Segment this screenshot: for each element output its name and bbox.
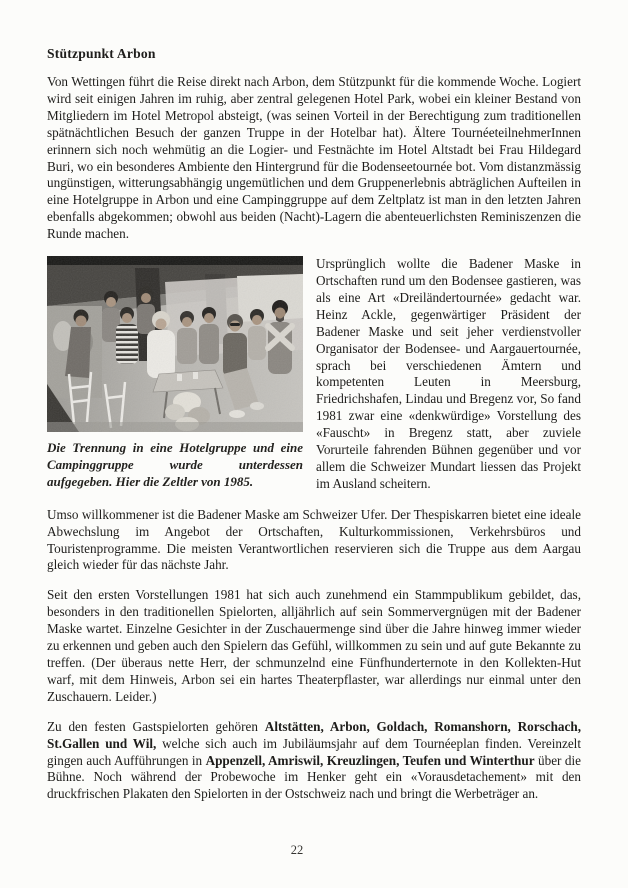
paragraph-stammpublikum: Seit den ersten Vorstellungen 1981 hat sich auch zunehmend ein Stammpublikum gebildet, das, besonders in den traditionellen Spielorten, alljährlich auf sein Sommervergnügen mit der Badener Maske wartet. Einzelne Gesichter in der Zuschauermenge sind über die Jahre hinweg immer wieder zu erkennen und geben auch den Spielern das Gefühl, willkommen zu sein und auf gute Bekannte zu treffen. (Der überaus nette Herr, der schmunzelnd eine Fünfhunderternote in den Kollekten-Hut warf, mit dem Hinweis, Arbon sei ein hartes Theaterpflaster, war allerdings nur einmal unter den Zuschauern. Leider.) [47, 587, 581, 704]
page-content [47, 46, 581, 816]
page-number: 22 [290, 843, 304, 857]
photo-and-column-row [47, 256, 581, 493]
paragraph-badener-maske: Ursprünglich wollte die Badener Maske in Ortschaften rund um den Bodensee gastieren, was als eine Art «Dreiländertournée» gedacht war. Heinz Ackle, gegenwärtiger Präsident der Badener Maske und seit jeher verdienstvoller Organisator der Bodensee- und Aargauertournée, sprach bei verschiedenen Ämtern und kompetenten Leuten in Meersburg, Friedrichshafen, Lindau und Bregenz vor, So fand 1981 zwar eine «denkwürdige» Vorstellung des «Fauscht» in Bregenz statt, aber zuviele Vorurteile fahrenden Bühnen gegenüber und vor allem die Schweizer Mundart liessen das Projekt im Ausland scheitern. [316, 256, 581, 491]
section-heading: Stützpunkt Arbon [47, 46, 156, 61]
gastspielorte-text-2: welche sich auch im Jubiläumsjahr auf dem Tournéeplan finden. Vereinzelt gingen auch Aufführungen in [47, 735, 581, 768]
gastspielorte-text-1: Zu den festen Gastspielorten gehören [47, 718, 265, 734]
paragraph-gastspielorte [47, 719, 581, 804]
gastspielorte-text-3: über die Bühne. Noch während der Probewoche im Henker geht ein «Vorausdetachement» mit den druckfrischen Plakaten den Spielorten in der Ostschweiz nach und bringt die Werbeträger an. [47, 752, 581, 802]
gastspielorte-bold-cities-2: Appenzell, Amriswil, Kreuzlingen, Teufen und Winterthur [205, 752, 535, 768]
paragraph-schweizer-ufer: Umso willkommener ist die Badener Maske am Schweizer Ufer. Der Thespiskarren bietet eine ideale Abwechslung im Angebot der Ortschaften, Kulturkommissionen, Verkehrsbüros und Touristenprogramme. Die meisten Verantwortlichen reservieren sich die Truppe aus dem Aargau gleich wieder für das nächste Jahr. [47, 506, 581, 573]
photo-caption: Die Trennung in eine Hotelgruppe und eine Campinggruppe wurde unterdessen aufgegeben. Hier die Zeltler von 1985. [47, 440, 303, 490]
gastspielorte-bold-cities-1: Altstätten, Arbon, Goldach, Romanshorn, Rorschach, St.Gallen und Wil, [47, 718, 582, 751]
group-photo [47, 256, 303, 432]
photo-figure [47, 256, 303, 493]
right-column [316, 256, 581, 493]
paragraph-intro: Von Wettingen führt die Reise direkt nach Arbon, dem Stützpunkt für die kommende Woche. Logiert wird seit einigen Jahren im ruhig, aber zentral gelegenen Hotel Park, wobei ein kleiner Bestand von Mitgliedern im Hotel Metropol absteigt, (was seinen Vorteil in der Berechtigung zum traditionellen spätnächtlichen Besuch der ganzen Truppe in der Hotelbar hat). Ältere TournéeteilnehmerInnen erinnern sich noch wehmütig an die Logier- und Festnächte im Hotel Altstadt bei Frau Hildegard Buri, wo ein besonderes Ambiente den Hintergrund für die Bodenseetournée bot. Vom distanzmässig ungünstigen, witterungsabhängig ungemütlichen und dem Gruppenerlebnis abträglichen Aufteilen in eine Hotelgruppe in Arbon und eine Campinggruppe auf dem Zeltplatz ist man in den letzten Jahren ebenfalls abgekommen; obwohl aus beiden (Nacht)-Lagern die abenteuerlichsten Reminiszenzen die Runde machen. [47, 74, 581, 242]
group-photo-illustration [47, 256, 303, 432]
